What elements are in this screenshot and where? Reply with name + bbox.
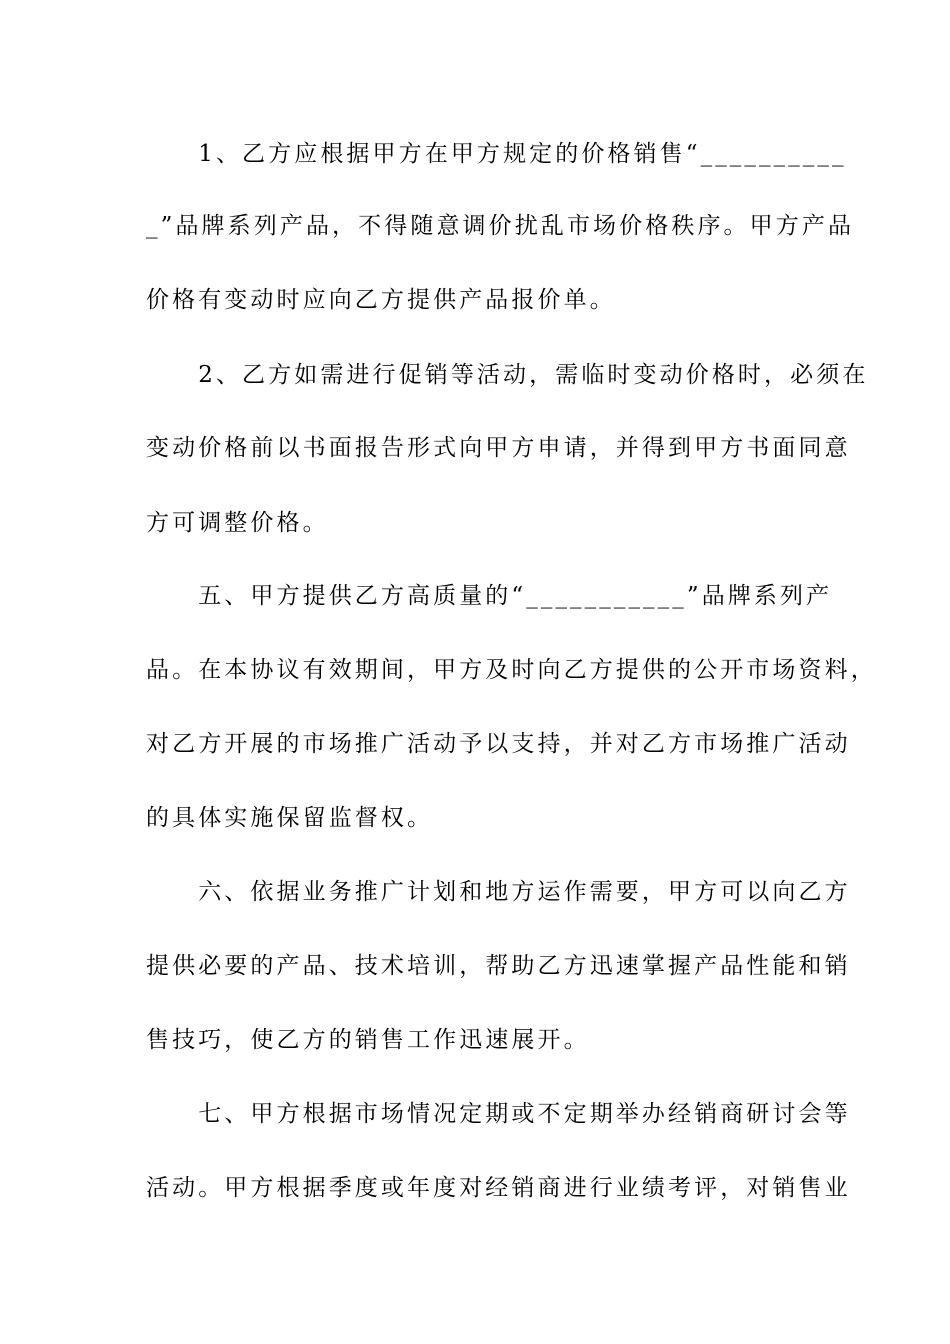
text-line: 2、乙方如需进行促销等活动，需临时变动价格时，必须在 [146, 362, 869, 388]
text-line: 品。在本协议有效期间，甲方及时向乙方提供的公开市场资料， [146, 657, 877, 683]
text-line: 的具体实施保留监督权。 [146, 805, 434, 831]
text-line: 方可调整价格。 [146, 510, 329, 536]
text-line: _”品牌系列产品，不得随意调价扰乱市场价格秩序。甲方产品 [146, 213, 855, 239]
text-line: 1、乙方应根据甲方在甲方规定的价格销售“__________ [146, 141, 847, 167]
text-line: 活动。甲方根据季度或年度对经销商进行业绩考评，对销售业 [146, 1175, 851, 1201]
text-line: 七、甲方根据市场情况定期或不定期举办经销商研讨会等 [146, 1101, 851, 1127]
text-line: 六、依据业务推广计划和地方运作需要，甲方可以向乙方 [146, 879, 851, 905]
text-line: 对乙方开展的市场推广活动予以支持，并对乙方市场推广活动 [146, 731, 851, 757]
text-line: 五、甲方提供乙方高质量的“___________”品牌系列产 [146, 583, 833, 609]
text-line: 售技巧，使乙方的销售工作迅速展开。 [146, 1027, 590, 1053]
text-line: 提供必要的产品、技术培训，帮助乙方迅速掌握产品性能和销 [146, 953, 851, 979]
text-line: 价格有变动时应向乙方提供产品报价单。 [146, 287, 616, 313]
text-line: 变动价格前以书面报告形式向甲方申请，并得到甲方书面同意 [146, 435, 851, 461]
